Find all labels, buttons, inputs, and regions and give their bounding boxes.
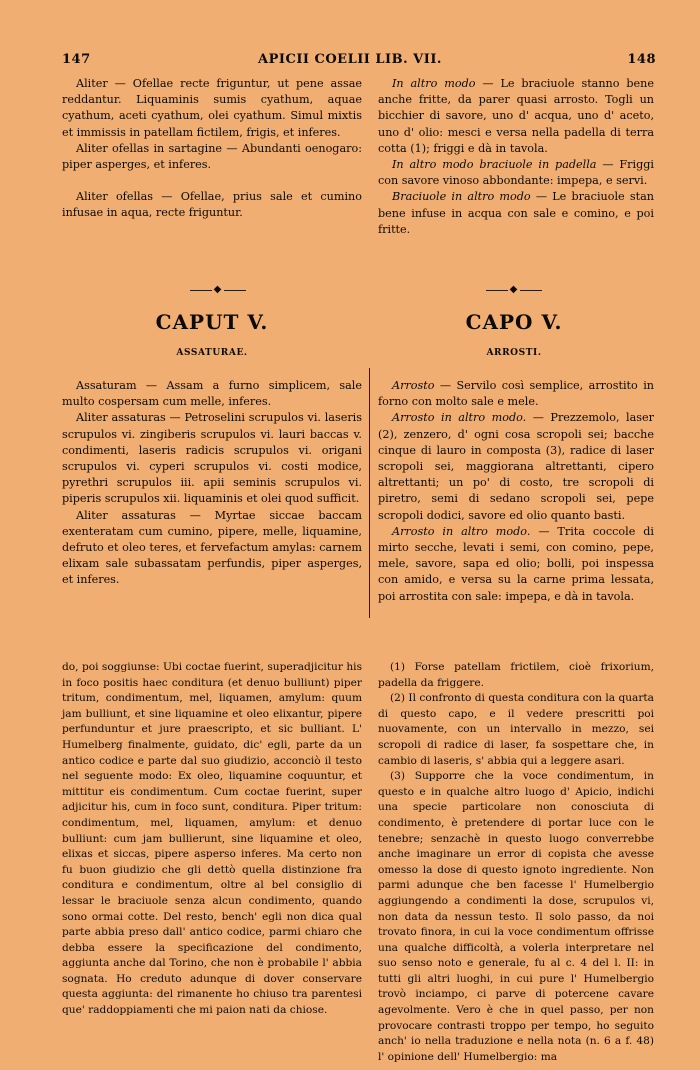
italian-paragraph: In altro modo braciuole in padella — Friggi con savore vinoso abbondante: impepa, e servi. <box>378 158 655 188</box>
latin-chapter-title: CAPUT V. <box>155 310 269 334</box>
italian-body-text <box>378 378 654 605</box>
italian-chapter-title: CAPO V. <box>465 310 563 334</box>
latin-paragraph: Aliter — Ofellae recte friguntur, ut pene assae reddantur. Liquaminis sumis cyathum, aquae cyathum, aceti cyathum, olei cyathum. Simul mixtis et immissis in patellam fictilem, frigis, et inferes. <box>62 77 362 139</box>
latin-paragraph: Aliter ofellas in sartagine — Abundanti oenogaro: piper asperges, et inferes. <box>62 141 362 172</box>
running-title: APICII COELII LIB. VII. <box>258 52 442 67</box>
footnote-paragraph: do, poi soggiunse: Ubi coctae fuerint, superadjicitur his in foco positis haec conditura (et denuo bulliunt) piper tritum, condimentum, mel, liquamen, amylum: quum jam bulliunt, et sine liquamine et oleo elixantur, pipere perfunduntur et jure praescripto, et sic bulliant. L' Humelberg finalmente, guidato, dic' egli, parte da un antico codice e parte dal suo giudizio, acconciò il testo nel seguente modo: Ex oleo, liquamine coquuntur, et mittitur eis condimentum. Cum coctae fuerint, super adjicitur his, cum in foco sunt, conditura. Piper tritum: condimentum, mel, liquamen, amylum: et denuo bulliunt: cum jam bullierunt, sine liquamine et oleo, elixas et siccas, pipere asperso inferes. Ma certo non fu buon giudizio che gli dettò quella distinzione fra conditura e condimentum, oltre al bel consiglio di lessar le braciuole senza alcun condimento, quando sono ormai cotte. Del resto, bench' egli non dica qual parte abbia preso dall' antico codice, parmi chiaro che debba essere la specificazione del condimento, aggiunta anche dal Torino, che non è probabile l' abbia sognata. Ho creduto adunque di dover conservare questa aggiunta: del rimanente ho chiuso tra parentesi que' raddoppiamenti che mi paion nati da chiose. <box>62 661 362 1017</box>
italian-paragraph: Arrosto in altro modo. — Trita coccole di mirto secche, levati i semi, con comino, pepe, mele, savore, sapa ed olio; bolli, poi inspessa con amido, e versa su la carne prima lessata, poi arrostita con sale: impepa, e dà in tavola. <box>378 524 654 603</box>
column-divider <box>369 368 370 618</box>
ornament-left: ◆ <box>190 284 246 296</box>
italian-paragraph: In altro modo — Le braciuole stanno bene anche fritte, da parer quasi arrosto. Togli un bicchier di savore, uno d' acqua, uno d' aceto, uno d' olio: mesci e versa nella padella di terra cotta (1); friggi e dà in tavola. <box>378 77 655 155</box>
footnote-1: (1) Forse patellam frictilem, cioè frixorium, padella da friggere. <box>378 661 654 689</box>
latin-chapter-subtitle: ASSATURAE. <box>176 348 248 358</box>
italian-paragraph: Braciuole in altro modo — Le braciuole stan bene infuse in acqua con sale e comino, e poi fritte. <box>378 190 654 236</box>
latin-top-text <box>62 76 362 222</box>
footnotes <box>378 660 654 1065</box>
page-number-right: 148 <box>627 52 656 67</box>
italian-paragraph: Arrosto — Servilo così semplice, arrostito in forno con molto sale e mele. <box>378 379 654 409</box>
latin-body-text <box>62 378 362 589</box>
latin-paragraph: Assaturam — Assam a furno simplicem, sale multo cospersam cum melle, inferes. <box>62 379 362 409</box>
ornament-right: ◆ <box>486 284 542 296</box>
italian-top-text <box>378 76 654 238</box>
italian-paragraph: Arrosto in altro modo. — Prezzemolo, laser (2), zenzero, d' ogni cosa scropoli sei; bacche cinque di lauro in composta (3), radice di laser scropoli sei, maggiorana altrettanti, cipero altrettanti; un po' di costo, tre scropoli di piretro, semi di sedano scropoli sei, pepe scropoli dodici, savore ed olio quanto basti. <box>378 411 654 522</box>
footnote-2: (2) Il confronto di questa conditura con la quarta di questo capo, e il vedere prescritti poi nuovamente, con un intervallo in mezzo, sei scropoli di radice di laser, fa sospettare che, in cambio di laseris, s' abbia qui a leggere asari. <box>378 692 654 767</box>
footnote-continuation <box>62 660 362 1019</box>
latin-paragraph: Aliter ofellas — Ofellae, prius sale et cumino infusae in aqua, recte friguntur. <box>62 190 362 220</box>
page-number-left: 147 <box>62 52 91 67</box>
footnote-3: (3) Supporre che la voce condimentum, in questo e in qualche altro luogo d' Apicio, indichi una specie particolare non conosciuta di condimento, è pretendere di portar luce con le tenebre; senzachè in questo luogo converrebbe anche imaginare un error di copista che avesse omesso la dose di questo ignoto ingrediente. Non parmi adunque che ben facesse l' Humelbergio aggiungendo a condimenti la dose, scrupulos vi, non data da nessun testo. Il solo passo, da noi trovato finora, in cui la voce condimentum offrisse una qualche difficoltà, a volerla interpretare nel suo senso noto e generale, fu al c. 4 del l. II: in tutti gli altri luoghi, in cui pure l' Humelbergio trovò inciampo, ci parve di potercene cavare agevolmente. Vero è che in quel passo, per non provocare contrasti troppo per tempo, ho seguito anch' io nella traduzione e nella nota (n. 6 a f. 48) l' opinione dell' Humelbergio: ma <box>378 770 654 1063</box>
latin-paragraph: Aliter assaturas — Myrtae siccae baccam exenteratam cum cumino, pipere, melle, liquamine, defruto et oleo teres, et fervefactum amylas: carnem elixam sale subassatam perfundis, piper asperges, et inferes. <box>62 508 362 587</box>
latin-paragraph: Aliter assaturas — Petroselini scrupulos vi. laseris scrupulos vi. zingiberis scrupulos vi. lauri baccas v. condimenti, laseris radicis scrupulos vi. origani scrupulos vi. cyperi scrupulos vi. costi modice, pyrethri scrupulos iii. apii seminis scrupulos vi. piperis scrupulos xii. liquaminis et olei quod sufficit. <box>62 411 362 506</box>
italian-chapter-subtitle: ARROSTI. <box>486 348 542 358</box>
